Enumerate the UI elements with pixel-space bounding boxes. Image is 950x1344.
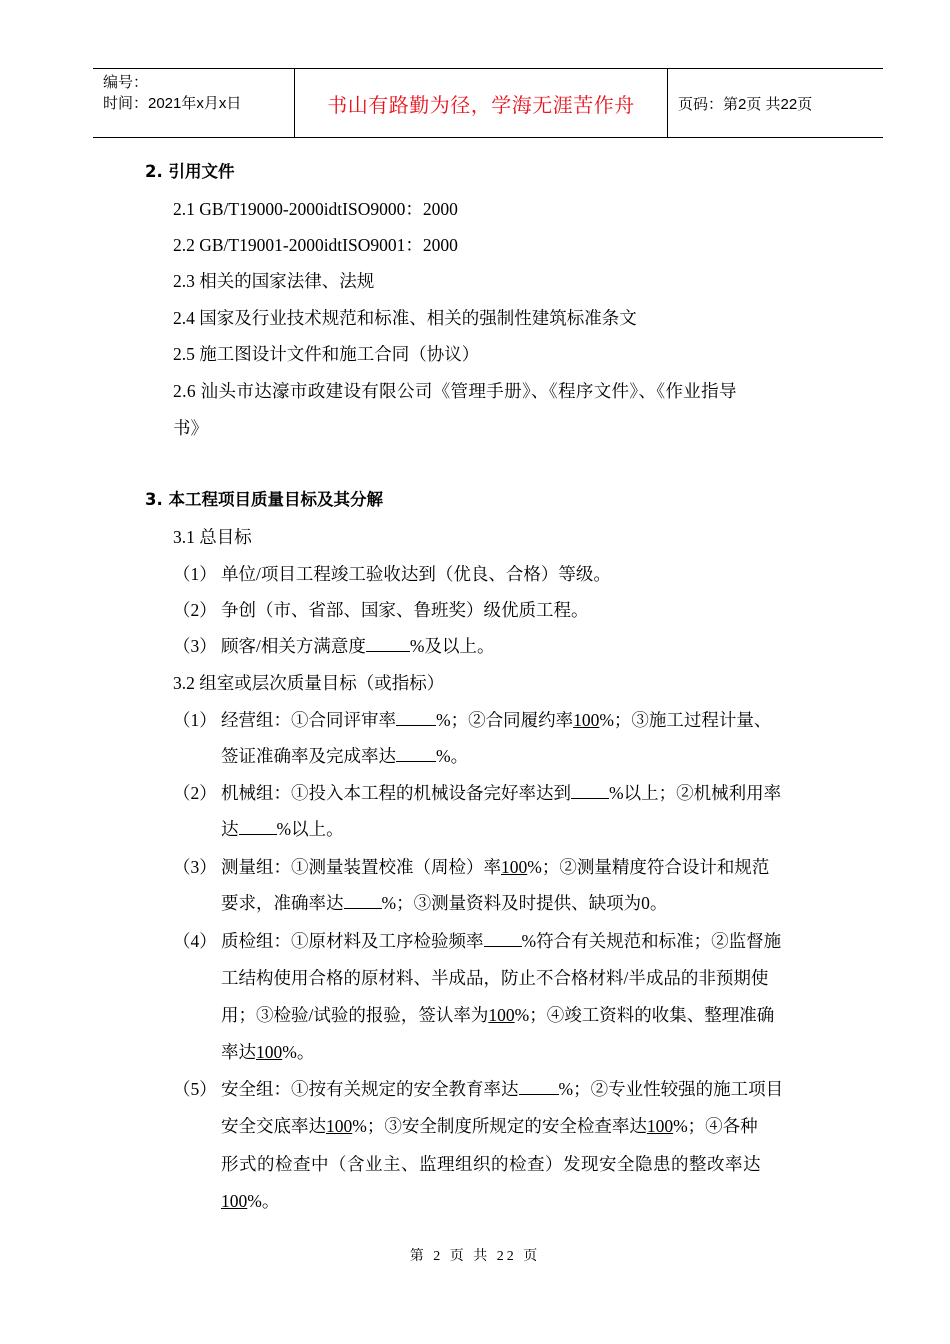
goal-text: 单位/项目工程竣工验收达到（优良、合格）等级。 [221, 564, 611, 584]
reference-item: 2.5 施工图设计文件和施工合同（协议） [173, 344, 480, 364]
section-2-title: 2. 引用文件 [145, 162, 235, 181]
goal-text: 顾客/相关方满意度 %及以上。 [221, 636, 495, 656]
target-number: （5） [173, 1079, 217, 1099]
target-text: 工结构使用合格的原材料、半成品，防止不合格材料/半成品的非预期使 [221, 968, 769, 988]
target-text: 100%。 [221, 1191, 280, 1211]
fill-blank[interactable] [396, 744, 436, 762]
fill-blank[interactable] [519, 1077, 559, 1095]
section-3-title: 3. 本工程项目质量目标及其分解 [145, 490, 383, 509]
header-motto: 书山有路勤为径，学海无涯苦作舟 [295, 69, 668, 137]
header-info-cell [93, 69, 295, 137]
target-text: 要求，准确率达 %；③测量资料及时提供、缺项为0。 [221, 893, 668, 913]
reference-item: 2.4 国家及行业技术规范和标准、相关的强制性建筑标准条文 [173, 308, 637, 328]
goal-number: （3） [173, 636, 217, 656]
reference-item: 2.6 汕头市达濠市政建设有限公司《管理手册》、《程序文件》、《作业指导 [173, 381, 737, 401]
page-header [93, 68, 883, 138]
target-text: 达 %以上。 [221, 819, 344, 839]
fill-blank[interactable] [396, 708, 436, 726]
page-footer: 第 2 页 共 22 页 [409, 1249, 541, 1264]
subsection-3-1-title: 3.1 总目标 [173, 527, 252, 547]
goal-number: （2） [173, 600, 217, 620]
fill-blank[interactable] [484, 929, 522, 947]
fill-blank[interactable] [366, 634, 410, 652]
goal-number: （1） [173, 564, 217, 584]
target-text: 安全交底率达100%；③安全制度所规定的安全检查率达100%；④各种 [221, 1116, 758, 1136]
reference-item: 2.2 GB/T19001-2000idtISO9001：2000 [173, 235, 458, 255]
target-text: 质检组：①原材料及工序检验频率 %符合有关规范和标准；②监督施 [221, 931, 782, 951]
target-text: 率达100%。 [221, 1042, 315, 1062]
target-number: （3） [173, 857, 217, 877]
subsection-3-2-title: 3.2 组室或层次质量目标（或指标） [173, 673, 445, 693]
reference-item: 2.1 GB/T19000-2000idtISO9000：2000 [173, 199, 458, 219]
target-number: （1） [173, 710, 217, 730]
target-text: 签证准确率及完成率达 %。 [221, 746, 469, 766]
fill-blank[interactable] [239, 817, 277, 835]
reference-item-continued: 书》 [173, 418, 208, 438]
target-text: 测量组：①测量装置校准（周检）率100%；②测量精度符合设计和规范 [221, 857, 770, 877]
document-date-label: 时间：2021年x月x日 [103, 95, 242, 112]
underlined-value: 100 [221, 1191, 248, 1211]
target-text: 形式的检查中（含业主、监理组织的检查）发现安全隐患的整改率达 [221, 1154, 761, 1174]
target-number: （2） [173, 783, 217, 803]
document-code-label: 编号： [103, 74, 149, 91]
reference-item: 2.3 相关的国家法律、法规 [173, 271, 375, 291]
fill-blank[interactable] [344, 891, 382, 909]
target-text: 用；③检验/试验的报验，签认率为100%；④竣工资料的收集、整理准确 [221, 1005, 775, 1025]
header-page-info: 页码：第2页 共22页 [678, 95, 813, 113]
fill-blank[interactable] [571, 781, 609, 799]
target-text: 经营组：①合同评审率 %；②合同履约率100%；③施工过程计量、 [221, 710, 772, 730]
target-text: 机械组：①投入本工程的机械设备完好率达到 %以上；②机械利用率 [221, 783, 782, 803]
target-number: （4） [173, 931, 217, 951]
goal-text: 争创（市、省部、国家、鲁班奖）级优质工程。 [221, 600, 589, 620]
target-text: 安全组：①按有关规定的安全教育率达 %；②专业性较强的施工项目 [221, 1079, 784, 1099]
